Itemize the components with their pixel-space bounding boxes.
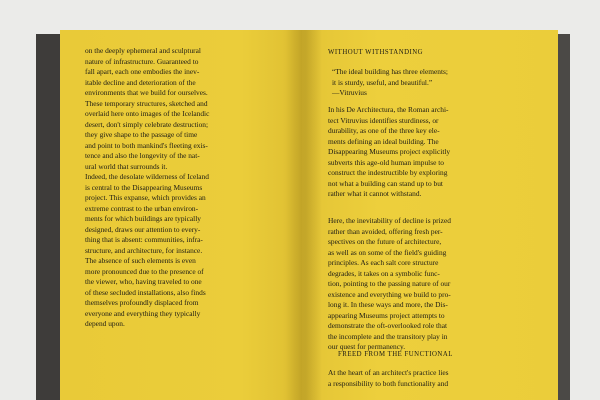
book-cover-edge (556, 34, 570, 400)
text-line: long it. In these ways and more, the Dis- (328, 300, 448, 309)
text-line: the viewer, who, having traveled to one (85, 277, 202, 286)
text-line: The absence of such elements is even (85, 256, 196, 265)
text-line: is central to the Disappearing Museums (85, 182, 203, 192)
book-gutter (286, 30, 322, 400)
text-line: environments that we build for ourselves. (85, 88, 208, 97)
text-line: nature of infrastructure. Guaranteed to (85, 56, 199, 66)
text-line: demonstrate the oft-overlooked role that (328, 321, 448, 330)
text-line: ments defining an ideal building. The (328, 136, 439, 146)
text-line: ments for which buildings are typically (85, 214, 201, 223)
text-line: itable decline and deterioration of the (85, 77, 196, 87)
text-line: on the deeply ephemeral and sculptural (85, 46, 201, 55)
text-line: designed, draws our attention to every- (85, 224, 201, 234)
text-line: construct the indestructible by exploring (328, 168, 448, 177)
text-line: not what a building can stand up to but (328, 178, 443, 188)
text-line: project. This expanse, which provides an (85, 193, 206, 202)
text-line: subverts this age-old human impulse to (328, 157, 444, 167)
text-line: our quest for permanency. (328, 342, 406, 351)
text-line: tence and also the longevity of the nat- (85, 151, 200, 160)
text-line: These temporary structures, sketched and (85, 98, 208, 108)
text-line: tion, pointing to the passing nature of our (328, 279, 451, 288)
left-page-body (85, 46, 290, 330)
text-line: Indeed, the desolate wilderness of Iceland (85, 172, 209, 181)
text-line: tect Vitruvius identifies sturdiness, or (328, 115, 439, 125)
text-line: structure, and architecture, for instance. (85, 245, 203, 255)
text-line: spectives on the future of architecture, (328, 237, 442, 246)
text-line: Disappearing Museums project explicitly (328, 147, 451, 156)
quote-line: it is sturdy, useful, and beautiful.” (332, 77, 433, 87)
text-line: At the heart of an architect's practice lies (328, 368, 449, 377)
text-line: more pronounced due to the presence of (85, 266, 204, 276)
text-line: they give shape to the passage of time (85, 130, 198, 139)
paragraph-vitruvius (328, 105, 450, 200)
text-line: extreme contrast to the urban environ- (85, 203, 199, 213)
text-line: appearing Museums project attempts to (328, 310, 445, 320)
text-line: In his De Architectura, the Roman archi- (328, 105, 449, 114)
text-line: principles. As each salt core structure (328, 258, 439, 267)
open-book-spread (60, 30, 558, 400)
text-line: durability, as one of the three key ele- (328, 126, 440, 135)
text-line: everyone and everything they typically (85, 308, 201, 318)
epigraph-quote (332, 67, 448, 99)
text-line: of these secluded installations, also finds (85, 287, 206, 297)
text-line: a responsibility to both functionality and (328, 378, 449, 388)
section-heading-without-withstanding: WITHOUT WITHSTANDING (328, 49, 424, 56)
text-line: degrades, it takes on a symbolic func- (328, 268, 440, 278)
text-line: depend upon. (85, 319, 125, 328)
text-line: fall apart, each one embodies the inev- (85, 67, 200, 76)
text-line: thing that is absent: communities, infra- (85, 235, 203, 244)
quote-line: “The ideal building has three elements; (332, 67, 448, 76)
text-line: Here, the inevitability of decline is prized (328, 216, 451, 225)
quote-attribution: —Vitruvius (332, 88, 367, 97)
text-line: rather than avoided, offering fresh per- (328, 226, 443, 236)
section-heading-freed-from-functional: FREED FROM THE FUNCTIONAL (338, 351, 453, 358)
text-line: the incomplete and the transitory play in (328, 331, 448, 341)
text-line: ural world that surrounds it. (85, 161, 168, 171)
text-line: as well as on some of the field's guiding (328, 247, 447, 257)
text-line: desert, don't simply celebrate destruction; (85, 119, 209, 129)
paragraph-architect-practice (328, 368, 449, 389)
text-line: rather what it cannot withstand. (328, 189, 422, 198)
text-line: overlaid here onto images of the Icelandic (85, 109, 210, 118)
text-line: existence and everything we build to pro- (328, 289, 451, 299)
text-line: themselves profoundly displaced from (85, 298, 199, 307)
paragraph-decline (328, 216, 451, 353)
text-line: and point to both mankind's fleeting exis- (85, 140, 208, 150)
